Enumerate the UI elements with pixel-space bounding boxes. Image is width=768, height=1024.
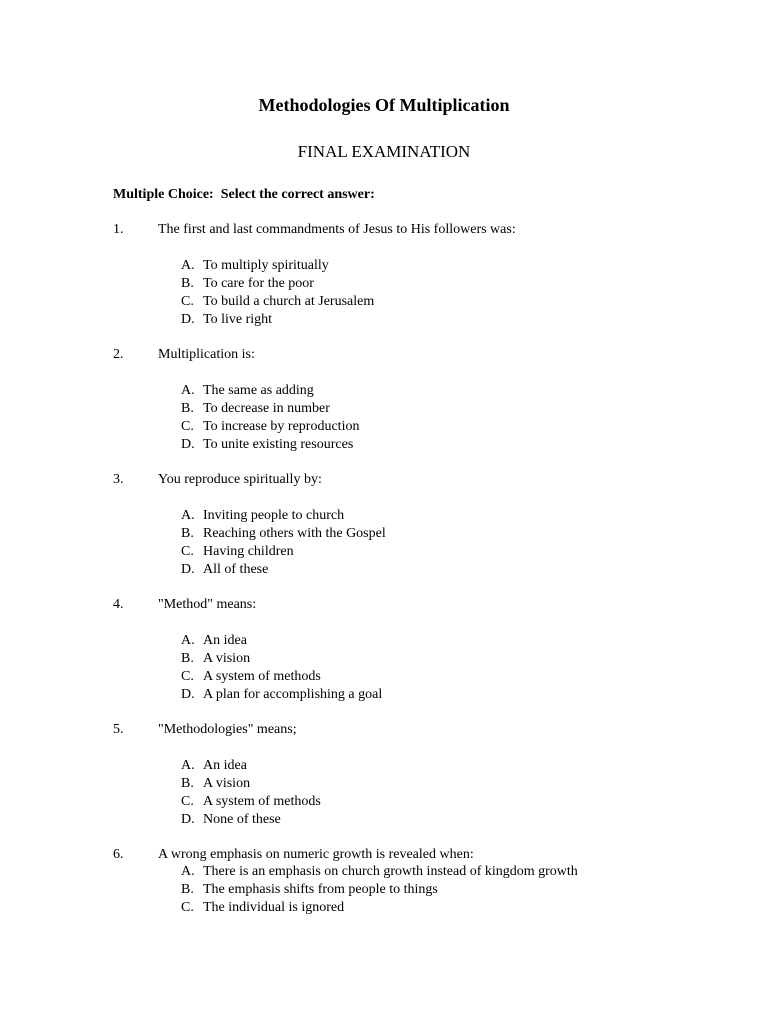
option-letter: C. [181,900,194,915]
option-b [113,650,733,668]
question-number: 6. [113,847,124,862]
option-letter: C. [181,794,194,809]
option-letter: A. [181,383,195,398]
option-letter: B. [181,882,194,897]
option-d [113,311,733,329]
question-5 [113,720,733,829]
question-number: 1. [113,222,124,237]
option-text: Reaching others with the Gospel [203,526,386,541]
option-b [113,881,733,899]
option-text: All of these [203,562,269,577]
question-number: 3. [113,472,124,487]
option-letter: A. [181,864,195,879]
option-text: There is an emphasis on church growth instead of kingdom growth [203,864,578,879]
option-b [113,775,733,793]
option-c [113,793,733,811]
option-letter: C. [181,419,194,434]
option-a [113,632,733,650]
option-d [113,811,733,829]
option-letter: C. [181,669,194,684]
option-d [113,436,733,454]
option-text: A system of methods [203,669,321,684]
option-a [113,757,733,775]
option-text: The emphasis shifts from people to things [203,882,438,897]
option-b [113,525,733,543]
option-c [113,418,733,436]
option-letter: D. [181,562,195,577]
option-c [113,668,733,686]
option-text: The same as adding [203,383,314,398]
option-letter: B. [181,651,194,666]
option-b [113,400,733,418]
question-4 [113,595,733,704]
option-text: A plan for accomplishing a goal [203,687,383,702]
question-text: "Methodologies" means; [158,722,297,737]
option-a [113,382,733,400]
option-c [113,899,733,917]
question-text: "Method" means: [158,597,257,612]
question-2 [113,345,733,454]
question-6 [113,845,733,917]
option-d [113,561,733,579]
option-letter: A. [181,633,195,648]
option-text: Having children [203,544,294,559]
question-1 [113,220,733,329]
option-c [113,543,733,561]
option-a [113,863,733,881]
option-text: An idea [203,758,247,773]
option-text: To unite existing resources [203,437,354,452]
option-text: To decrease in number [203,401,330,416]
question-text: A wrong emphasis on numeric growth is revealed when: [158,847,474,862]
question-number: 5. [113,722,124,737]
option-text: A vision [203,776,251,791]
question-text: Multiplication is: [158,347,255,362]
option-text: To multiply spiritually [203,258,329,273]
option-letter: A. [181,508,195,523]
option-text: To build a church at Jerusalem [203,294,375,309]
question-3 [113,470,733,579]
option-letter: D. [181,687,195,702]
option-letter: C. [181,544,194,559]
question-number: 4. [113,597,124,612]
option-letter: C. [181,294,194,309]
option-text: Inviting people to church [203,508,345,523]
option-letter: D. [181,812,195,827]
question-text: The first and last commandments of Jesus to His followers was: [158,222,516,237]
option-text: To live right [203,312,273,327]
option-a [113,257,733,275]
option-text: To care for the poor [203,276,314,291]
option-text: A system of methods [203,794,321,809]
option-text: An idea [203,633,247,648]
option-letter: A. [181,758,195,773]
question-text: You reproduce spiritually by: [158,472,322,487]
option-c [113,293,733,311]
option-letter: B. [181,526,194,541]
option-letter: B. [181,276,194,291]
option-text: A vision [203,651,251,666]
instructions: Multiple Choice: Select the correct answer: [113,187,375,202]
option-letter: D. [181,312,195,327]
option-b [113,275,733,293]
question-number: 2. [113,347,124,362]
option-text: None of these [203,812,281,827]
option-letter: D. [181,437,195,452]
option-letter: A. [181,258,195,273]
option-a [113,507,733,525]
option-letter: B. [181,776,194,791]
option-d [113,686,733,704]
option-letter: B. [181,401,194,416]
option-text: The individual is ignored [203,900,345,915]
option-text: To increase by reproduction [203,419,360,434]
exam-subtitle: FINAL EXAMINATION [297,142,471,161]
exam-title: Methodologies Of Multiplication [258,95,510,115]
